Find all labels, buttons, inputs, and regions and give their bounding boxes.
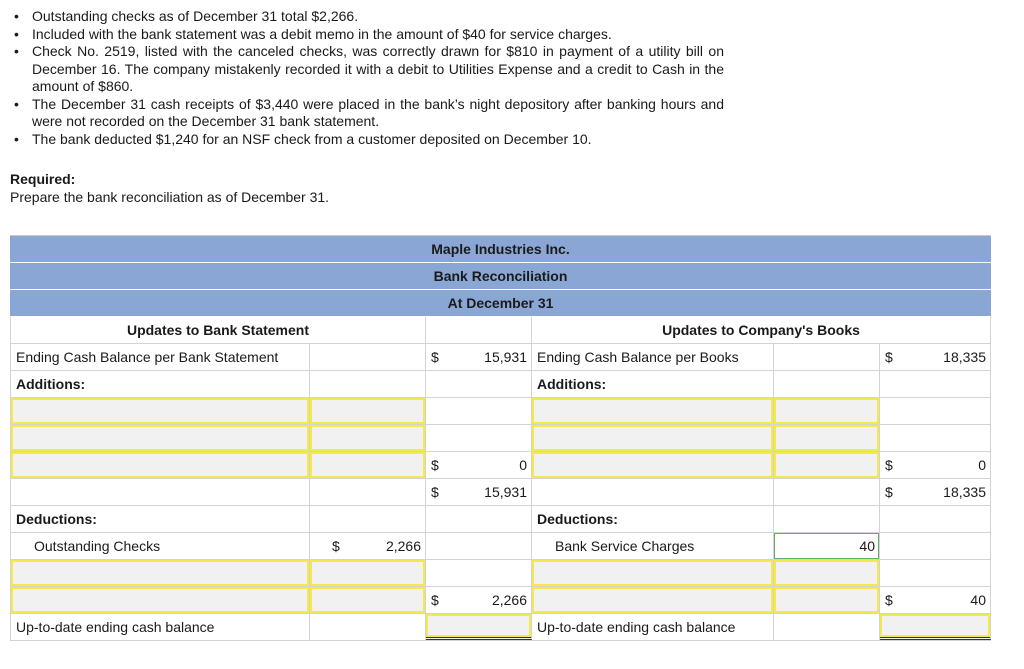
table-row	[10, 560, 991, 587]
empty-cell	[774, 479, 880, 505]
books-addition-2-desc-input[interactable]	[532, 425, 774, 451]
bullet-item	[14, 43, 724, 96]
currency-symbol: $	[431, 349, 439, 365]
currency-symbol: $	[332, 538, 340, 554]
empty-cell	[880, 533, 991, 559]
bullet-item	[14, 96, 724, 131]
empty-cell	[880, 398, 991, 424]
empty-cell	[426, 425, 532, 451]
books-ending-value: $ 18,335	[880, 344, 991, 370]
bank-addition-3-desc-input[interactable]	[10, 452, 310, 478]
empty-cell	[880, 506, 991, 532]
bank-ending-value: $ 15,931	[426, 344, 532, 370]
company-name: Maple Industries Inc.	[10, 235, 991, 263]
currency-symbol: $	[885, 349, 893, 365]
empty-cell	[310, 344, 426, 370]
books-addition-2-amount-input[interactable]	[774, 425, 880, 451]
bullet-dot: •	[14, 130, 19, 147]
books-deduction-2-amount-input[interactable]	[774, 560, 880, 586]
bank-deduction-3-desc-input[interactable]	[10, 587, 310, 613]
books-deduction-1-amount-input[interactable]: 40	[774, 533, 880, 559]
books-deductions-label: Deductions:	[532, 506, 774, 532]
books-additions-total: $ 0	[880, 452, 991, 478]
bank-deductions-total: $ 2,266	[426, 587, 532, 613]
empty-cell	[426, 371, 532, 397]
books-addition-1-amount-input[interactable]	[774, 398, 880, 424]
bank-deduction-1-label: Outstanding Checks	[10, 533, 310, 559]
bullet-text: Included with the bank statement was a debit memo in the amount of $40 for service charges.	[32, 25, 612, 42]
currency-symbol: $	[431, 457, 439, 473]
books-addition-3-amount-input[interactable]	[774, 452, 880, 478]
books-deduction-3-desc-input[interactable]	[532, 587, 774, 613]
empty-cell	[426, 317, 532, 343]
empty-cell	[310, 506, 426, 532]
books-deduction-1-label: Bank Service Charges	[532, 533, 774, 559]
required-section	[10, 170, 329, 206]
bank-ending-label: Ending Cash Balance per Bank Statement	[10, 344, 310, 370]
books-deduction-3-amount-input[interactable]	[774, 587, 880, 613]
books-deductions-total: $ 40	[880, 587, 991, 613]
empty-cell	[426, 506, 532, 532]
table-row	[10, 533, 991, 560]
bullet-text: Outstanding checks as of December 31 total $2,266.	[32, 8, 359, 24]
table-row	[10, 506, 991, 533]
empty-cell	[310, 614, 426, 640]
table-row	[10, 452, 991, 479]
bullet-text: Check No. 2519, listed with the canceled checks, was correctly drawn for $810 in payment of a utility bill on December 16. The company mistakenly recorded it with a debit to Utilities Expense and a credit to Cash in the amount of $860.	[32, 43, 724, 94]
table-row	[10, 614, 991, 641]
table-row	[10, 398, 991, 425]
bank-additions-label: Additions:	[10, 371, 310, 397]
bank-subtotal: $ 15,931	[426, 479, 532, 505]
bank-addition-3-amount-input[interactable]	[310, 452, 426, 478]
books-additions-label: Additions:	[532, 371, 774, 397]
bullet-dot: •	[14, 25, 19, 42]
bank-uptodate-balance-input[interactable]	[426, 614, 532, 640]
bullet-dot: •	[14, 8, 19, 24]
bank-addition-1-amount-input[interactable]	[310, 398, 426, 424]
problem-details	[14, 8, 724, 148]
bullet-dot: •	[14, 95, 19, 112]
empty-cell	[774, 371, 880, 397]
empty-cell	[532, 479, 774, 505]
currency-symbol: $	[431, 592, 439, 608]
table-row	[10, 587, 991, 614]
required-heading: Required:	[10, 171, 76, 187]
empty-cell	[310, 479, 426, 505]
table-row	[10, 425, 991, 452]
books-subtotal: $ 18,335	[880, 479, 991, 505]
table-row	[10, 371, 991, 398]
currency-symbol: $	[885, 484, 893, 500]
empty-cell	[880, 371, 991, 397]
books-uptodate-balance-input[interactable]	[880, 614, 991, 640]
bank-reconciliation-table	[10, 235, 991, 641]
books-addition-1-desc-input[interactable]	[532, 398, 774, 424]
bank-additions-total: $ 0	[426, 452, 532, 478]
empty-cell	[880, 560, 991, 586]
currency-symbol: $	[885, 457, 893, 473]
books-section-header: Updates to Company's Books	[532, 317, 991, 343]
bank-deduction-2-desc-input[interactable]	[10, 560, 310, 586]
empty-cell	[774, 614, 880, 640]
empty-cell	[774, 344, 880, 370]
required-text: Prepare the bank reconciliation as of December 31.	[10, 189, 330, 205]
bullet-dot: •	[14, 43, 19, 59]
bank-uptodate-label: Up-to-date ending cash balance	[10, 614, 310, 640]
books-uptodate-label: Up-to-date ending cash balance	[532, 614, 774, 640]
bank-addition-1-desc-input[interactable]	[10, 398, 310, 424]
empty-cell	[426, 398, 532, 424]
bank-addition-2-amount-input[interactable]	[310, 425, 426, 451]
empty-cell	[10, 479, 310, 505]
currency-symbol: $	[885, 592, 893, 608]
books-addition-3-desc-input[interactable]	[532, 452, 774, 478]
empty-cell	[310, 371, 426, 397]
bullet-text: The bank deducted $1,240 for an NSF check from a customer deposited on December 10.	[32, 130, 592, 147]
bank-addition-2-desc-input[interactable]	[10, 425, 310, 451]
currency-symbol: $	[431, 484, 439, 500]
empty-cell	[880, 425, 991, 451]
bank-deduction-2-amount-input[interactable]	[310, 560, 426, 586]
bank-section-header: Updates to Bank Statement	[10, 317, 426, 343]
table-row	[10, 479, 991, 506]
books-ending-label: Ending Cash Balance per Books	[532, 344, 774, 370]
bullet-item	[14, 131, 724, 149]
table-row	[10, 344, 991, 371]
bullet-text: The December 31 cash receipts of $3,440 were placed in the bank’s night depository after banking hours and were not recorded on the December 31 bank statement.	[32, 95, 724, 129]
bullet-item	[14, 8, 724, 26]
bullet-item	[14, 26, 724, 44]
bank-deductions-label: Deductions:	[10, 506, 310, 532]
empty-cell	[774, 506, 880, 532]
statement-title: Bank Reconciliation	[10, 263, 991, 290]
books-deduction-2-desc-input[interactable]	[532, 560, 774, 586]
empty-cell	[426, 533, 532, 559]
statement-date: At December 31	[10, 290, 991, 317]
table-row	[10, 317, 991, 344]
bank-deduction-1-value: $ 2,266	[310, 533, 426, 559]
empty-cell	[426, 560, 532, 586]
bank-deduction-3-amount-input[interactable]	[310, 587, 426, 613]
